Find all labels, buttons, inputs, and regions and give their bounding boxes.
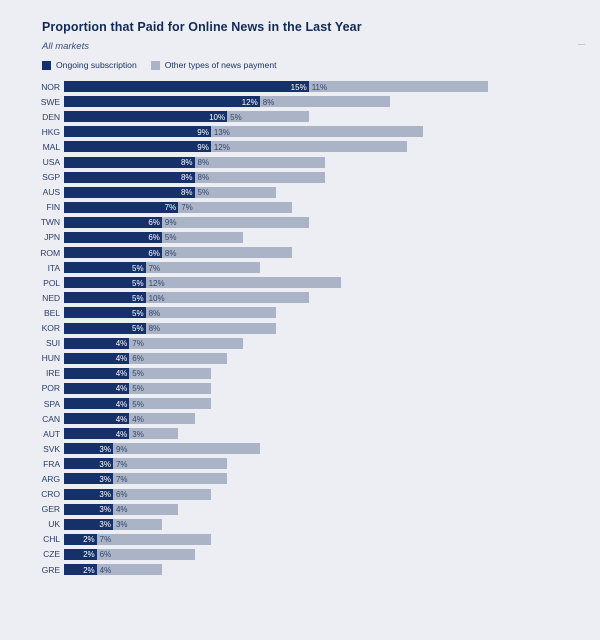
bar-group — [64, 262, 586, 273]
bar-group — [64, 458, 586, 469]
bar-segment-subscription — [64, 111, 227, 122]
bar-value-subscription: 2% — [83, 535, 95, 545]
bar-group — [64, 368, 586, 379]
bar-group — [64, 126, 586, 137]
category-label: CZE — [43, 549, 60, 560]
bar-value-other: 7% — [115, 474, 128, 484]
category-label: BEL — [44, 307, 60, 318]
bar-group — [64, 247, 586, 258]
bar-segment-subscription — [64, 383, 129, 394]
chart-row — [14, 471, 586, 486]
chart-row — [14, 230, 586, 245]
bar-segment-subscription — [64, 398, 129, 409]
category-label: AUS — [42, 187, 60, 198]
chart-row — [14, 517, 586, 532]
bar-group — [64, 549, 586, 560]
chart-row — [14, 321, 586, 336]
bar-value-subscription: 5% — [132, 324, 144, 334]
bar-value-other: 6% — [99, 550, 112, 560]
chart-row — [14, 456, 586, 471]
chart-row — [14, 411, 586, 426]
bar-value-other: 4% — [115, 505, 128, 515]
category-label: FIN — [46, 202, 60, 213]
bar-segment-subscription — [64, 353, 129, 364]
bar-value-subscription: 5% — [132, 293, 144, 303]
legend-item-subscription — [42, 60, 137, 70]
bar-value-other: 5% — [230, 112, 242, 122]
chart-row — [14, 154, 586, 169]
bar-value-other: 5% — [197, 188, 210, 198]
bar-value-other: 6% — [132, 354, 144, 364]
chart-row — [14, 139, 586, 154]
chart-row — [14, 562, 586, 577]
bar-value-other: 3% — [115, 520, 128, 530]
bar-value-subscription: 2% — [83, 565, 95, 575]
bar-segment-subscription — [64, 549, 97, 560]
bar-segment-other — [97, 534, 211, 545]
bar-value-subscription: 4% — [115, 399, 128, 409]
bar-value-subscription: 4% — [115, 384, 128, 394]
bar-segment-other — [162, 247, 293, 258]
chart-row — [14, 290, 586, 305]
bar-group — [64, 217, 586, 228]
bar-segment-other — [195, 172, 326, 183]
category-label: UK — [48, 519, 60, 530]
chart-row — [14, 200, 586, 215]
bar-group — [64, 443, 586, 454]
bar-segment-other — [146, 262, 260, 273]
bar-segment-other — [146, 292, 309, 303]
category-label: GER — [41, 504, 60, 515]
bar-group — [64, 202, 586, 213]
chart-row — [14, 336, 586, 351]
bar-segment-other — [113, 458, 227, 469]
bar-value-subscription: 8% — [180, 173, 193, 183]
bar-value-other: 3% — [132, 429, 144, 439]
category-label: USA — [42, 157, 60, 168]
category-label: ROM — [40, 247, 60, 258]
category-label: ITA — [47, 262, 60, 273]
bar-group — [64, 232, 586, 243]
bar-value-other: 5% — [132, 384, 144, 394]
bar-segment-other — [113, 473, 227, 484]
chart-row — [14, 502, 586, 517]
bar-segment-subscription — [64, 413, 129, 424]
bar-segment-subscription — [64, 323, 146, 334]
bar-value-other: 5% — [132, 369, 144, 379]
chart-row — [14, 351, 586, 366]
bar-group — [64, 307, 586, 318]
bar-value-subscription: 4% — [115, 354, 128, 364]
bar-segment-other — [195, 157, 326, 168]
bar-value-other: 12% — [148, 278, 165, 288]
chart-row — [14, 426, 586, 441]
legend-label-subscription: Ongoing subscription — [56, 60, 137, 70]
bar-segment-subscription — [64, 504, 113, 515]
category-label: AUT — [43, 428, 60, 439]
bar-value-subscription: 3% — [99, 490, 111, 500]
bar-segment-subscription — [64, 96, 260, 107]
bar-segment-other — [178, 202, 292, 213]
bar-value-subscription: 6% — [148, 218, 160, 228]
bar-segment-subscription — [64, 262, 146, 273]
chart-row — [14, 124, 586, 139]
bar-value-subscription: 8% — [180, 188, 193, 198]
category-label: SWE — [40, 96, 60, 107]
bar-group — [64, 157, 586, 168]
chart-row — [14, 215, 586, 230]
chart-row — [14, 396, 586, 411]
bar-value-subscription: 4% — [115, 339, 128, 349]
chart-row — [14, 305, 586, 320]
bar-segment-subscription — [64, 428, 129, 439]
bar-group — [64, 323, 586, 334]
bar-segment-subscription — [64, 232, 162, 243]
chart-row — [14, 79, 586, 94]
chart-row — [14, 170, 586, 185]
category-label: NED — [42, 292, 60, 303]
bar-segment-subscription — [64, 489, 113, 500]
bar-segment-other — [146, 307, 277, 318]
bar-segment-other — [146, 323, 277, 334]
bar-value-other: 9% — [115, 444, 128, 454]
category-label: SPA — [43, 398, 60, 409]
bar-value-subscription: 9% — [197, 127, 209, 137]
category-label: DEN — [42, 111, 60, 122]
bar-value-subscription: 3% — [99, 505, 111, 515]
bar-group — [64, 489, 586, 500]
bar-value-subscription: 7% — [164, 203, 177, 213]
bar-group — [64, 292, 586, 303]
bar-segment-other — [309, 81, 488, 92]
chart-row — [14, 547, 586, 562]
bar-value-other: 8% — [197, 158, 210, 168]
bar-segment-subscription — [64, 307, 146, 318]
bar-group — [64, 172, 586, 183]
bar-segment-other — [113, 443, 260, 454]
chart-row — [14, 441, 586, 456]
bar-group — [64, 81, 586, 92]
bar-value-subscription: 5% — [132, 278, 144, 288]
bar-group — [64, 338, 586, 349]
bar-segment-other — [113, 489, 211, 500]
bar-value-subscription: 3% — [99, 459, 111, 469]
bar-segment-subscription — [64, 202, 178, 213]
bar-value-subscription: 8% — [180, 158, 193, 168]
bar-group — [64, 187, 586, 198]
bar-value-other: 7% — [99, 535, 112, 545]
bar-segment-subscription — [64, 519, 113, 530]
bar-segment-subscription — [64, 368, 129, 379]
legend-swatch-subscription — [42, 61, 51, 70]
bar-segment-subscription — [64, 157, 195, 168]
bar-value-other: 7% — [115, 459, 128, 469]
chart-row — [14, 487, 586, 502]
bar-value-subscription: 10% — [209, 112, 226, 122]
bar-segment-subscription — [64, 247, 162, 258]
bar-value-other: 7% — [148, 263, 161, 273]
bar-value-subscription: 12% — [241, 97, 258, 107]
bar-value-subscription: 4% — [115, 369, 128, 379]
chart-row — [14, 185, 586, 200]
category-label: KOR — [41, 323, 60, 334]
bar-segment-subscription — [64, 141, 211, 152]
category-label: FRA — [43, 458, 60, 469]
chart-legend — [42, 60, 586, 70]
bar-segment-subscription — [64, 292, 146, 303]
legend-label-other: Other types of news payment — [164, 60, 277, 70]
category-label: SGP — [42, 172, 60, 183]
bar-value-other: 4% — [132, 414, 144, 424]
bar-group — [64, 473, 586, 484]
bar-value-other: 9% — [164, 218, 177, 228]
category-label: ARG — [41, 473, 60, 484]
chart-subtitle: All markets — [42, 41, 89, 52]
bar-value-other: 8% — [148, 308, 161, 318]
bar-value-other: 4% — [99, 565, 112, 575]
bar-value-other: 5% — [132, 399, 144, 409]
bar-group — [64, 413, 586, 424]
bar-segment-other — [129, 353, 227, 364]
bar-group — [64, 277, 586, 288]
chart-row — [14, 245, 586, 260]
category-label: IRE — [45, 368, 60, 379]
bar-segment-subscription — [64, 473, 113, 484]
bar-value-other: 8% — [262, 97, 275, 107]
bar-value-subscription: 3% — [99, 444, 111, 454]
bar-group — [64, 96, 586, 107]
bar-value-subscription: 4% — [115, 429, 128, 439]
bar-value-other: 8% — [197, 173, 210, 183]
bar-value-other: 7% — [132, 339, 144, 349]
bar-group — [64, 519, 586, 530]
bar-chart-plot — [14, 79, 586, 577]
bar-segment-other — [211, 126, 423, 137]
bar-value-subscription: 9% — [197, 142, 209, 152]
bar-segment-other — [129, 338, 243, 349]
bar-group — [64, 383, 586, 394]
bar-value-subscription: 6% — [148, 233, 160, 243]
chart-row — [14, 260, 586, 275]
chart-row — [14, 532, 586, 547]
category-label: HUN — [41, 353, 60, 364]
category-label: GRE — [41, 564, 60, 575]
category-label: JPN — [44, 232, 60, 243]
bar-group — [64, 353, 586, 364]
bar-value-subscription: 3% — [99, 474, 111, 484]
chart-row — [14, 366, 586, 381]
bar-value-subscription: 3% — [99, 520, 111, 530]
category-label: SVK — [43, 443, 60, 454]
bar-segment-other — [211, 141, 407, 152]
bar-value-other: 10% — [148, 293, 165, 303]
category-label: POR — [41, 383, 60, 394]
bar-segment-subscription — [64, 81, 309, 92]
bar-group — [64, 141, 586, 152]
bar-value-subscription: 4% — [115, 414, 128, 424]
bar-group — [64, 428, 586, 439]
bar-group — [64, 504, 586, 515]
category-label: CHL — [43, 534, 60, 545]
bar-value-other: 13% — [213, 127, 230, 137]
bar-value-other: 7% — [181, 203, 193, 213]
decorative-mark — [578, 44, 588, 48]
bar-segment-subscription — [64, 458, 113, 469]
page-title: Proportion that Paid for Online News in the Last Year — [42, 20, 362, 34]
bar-segment-subscription — [64, 534, 97, 545]
category-label: NOR — [41, 81, 60, 92]
bar-segment-subscription — [64, 187, 195, 198]
category-label: MAL — [42, 141, 60, 152]
bar-segment-subscription — [64, 564, 97, 575]
bar-value-other: 12% — [213, 142, 230, 152]
bar-segment-subscription — [64, 338, 129, 349]
bar-segment-other — [162, 217, 309, 228]
bar-value-other: 6% — [115, 490, 128, 500]
chart-row — [14, 381, 586, 396]
category-label: SUI — [45, 338, 60, 349]
bar-group — [64, 564, 586, 575]
category-label: POL — [43, 277, 60, 288]
bar-value-subscription: 2% — [83, 550, 95, 560]
bar-segment-other — [260, 96, 391, 107]
bar-value-subscription: 5% — [132, 308, 144, 318]
bar-value-subscription: 6% — [148, 248, 160, 258]
bar-group — [64, 534, 586, 545]
bar-value-other: 5% — [164, 233, 177, 243]
bar-value-other: 8% — [164, 248, 177, 258]
bar-segment-subscription — [64, 277, 146, 288]
legend-item-other — [151, 60, 277, 70]
bar-value-subscription: 5% — [132, 263, 144, 273]
bar-segment-other — [146, 277, 342, 288]
category-label: CAN — [42, 413, 60, 424]
bar-segment-subscription — [64, 217, 162, 228]
bar-value-other: 8% — [148, 324, 161, 334]
bar-segment-other — [97, 549, 195, 560]
chart-row — [14, 109, 586, 124]
category-label: TWN — [40, 217, 60, 228]
bar-value-other: 11% — [311, 82, 328, 92]
bar-segment-subscription — [64, 126, 211, 137]
bar-group — [64, 398, 586, 409]
bar-value-subscription: 15% — [290, 82, 307, 92]
category-label: CRO — [41, 489, 60, 500]
bar-group — [64, 111, 586, 122]
category-label: HKG — [41, 126, 60, 137]
chart-row — [14, 94, 586, 109]
bar-segment-subscription — [64, 172, 195, 183]
bar-segment-subscription — [64, 443, 113, 454]
chart-row — [14, 275, 586, 290]
legend-swatch-other — [151, 61, 160, 70]
